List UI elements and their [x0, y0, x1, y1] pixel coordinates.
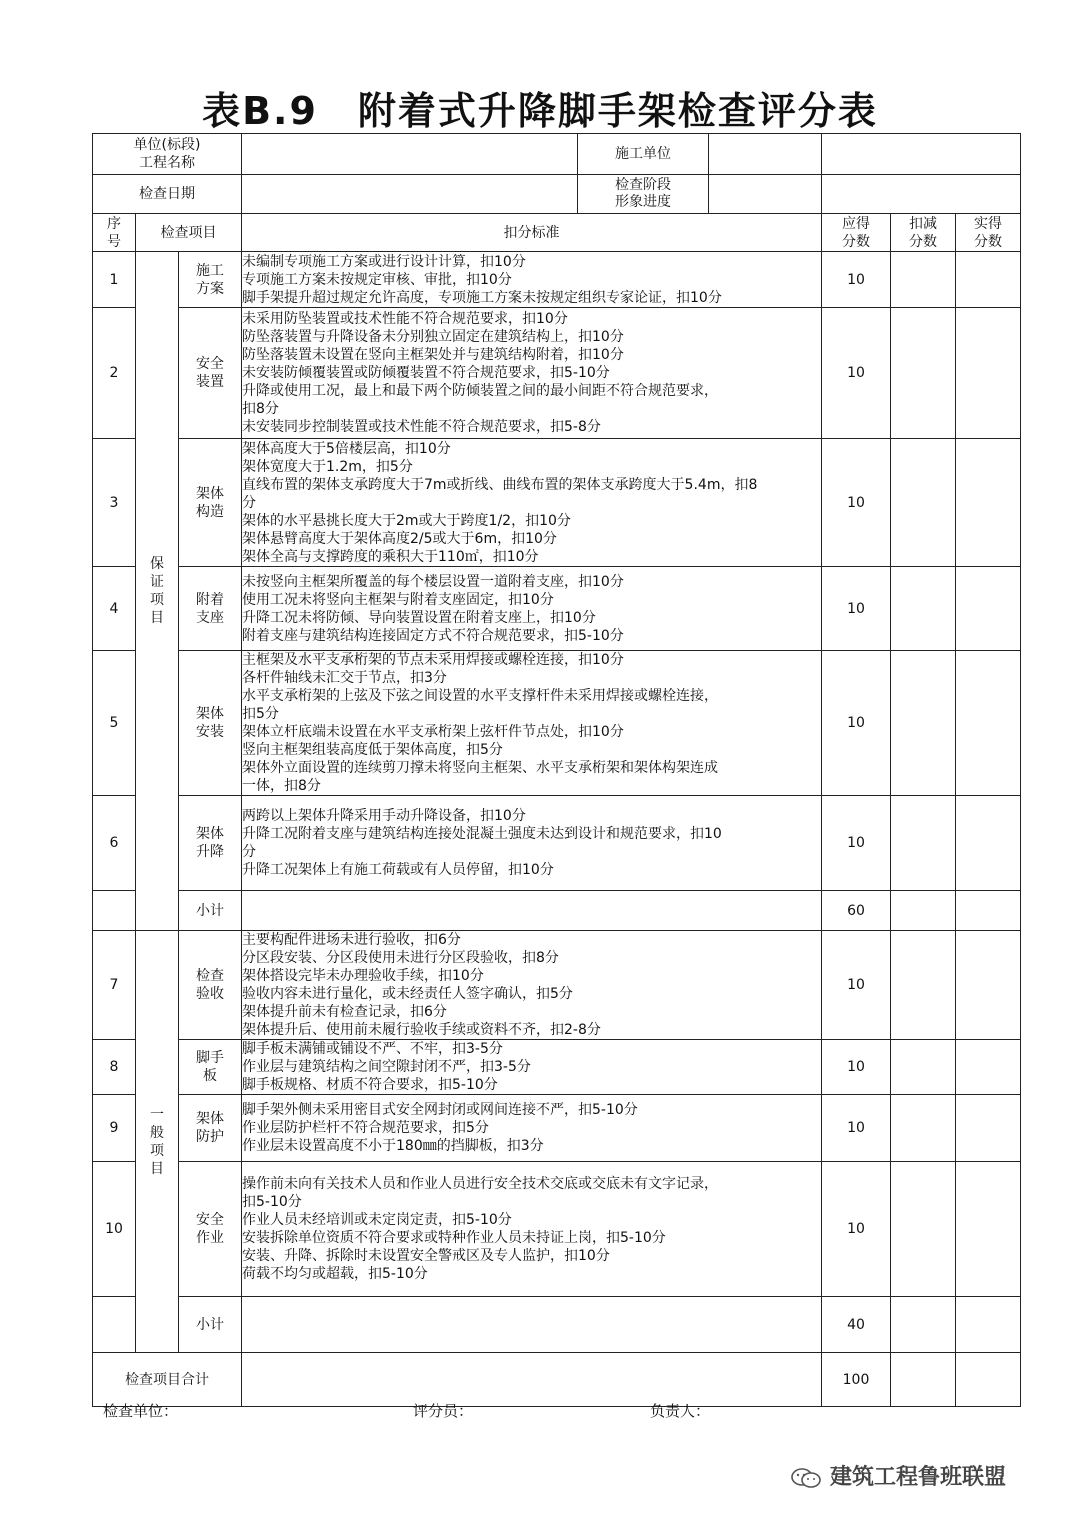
table-row: [93, 651, 1021, 796]
criteria-line: 分: [242, 494, 257, 511]
row-item-line: 安全: [196, 1212, 224, 1228]
construction-unit-label: 施工单位: [578, 134, 709, 174]
subtotal-score: 60: [822, 891, 891, 931]
criteria-line: 架体高度大于5倍楼层高，扣10分: [242, 440, 451, 457]
row-criteria: [242, 651, 822, 796]
footer-responsible: 负责人：: [650, 1402, 711, 1420]
criteria-line: 架体宽度大于1.2m，扣5分: [242, 458, 413, 475]
row-item-line: 检查: [196, 968, 224, 984]
row-item: [179, 931, 242, 1040]
criteria-line: 脚手架提升超过规定允许高度，专项施工方案未按规定组织专家论证，扣10分: [242, 289, 722, 306]
check-date-label: 检查日期: [93, 175, 242, 214]
criteria-line: 架体外立面设置的连续剪刀撑未将竖向主框架、水平支承桁架和架体构架连成: [242, 760, 719, 776]
criteria-line: 架体提升后、使用前未履行验收手续或资料不齐，扣2-8分: [242, 1022, 601, 1038]
criteria-line: 未安装同步控制装置或技术性能不符合规范要求，扣5-8分: [242, 419, 601, 435]
row-item-line: 架体: [196, 485, 224, 502]
row-item: [179, 308, 242, 439]
row-item-line: 支座: [196, 609, 224, 626]
criteria-line: 荷载不均匀或超载，扣5-10分: [242, 1266, 428, 1282]
row-due-score: 10: [822, 931, 891, 1040]
row-no: 3: [93, 439, 136, 567]
row-criteria: [242, 931, 822, 1040]
footer-inspector-unit: 检查单位：: [103, 1402, 179, 1420]
category-guarantee: [136, 252, 179, 931]
criteria-line: 脚手板规格、材质不符合要求，扣5-10分: [242, 1077, 498, 1093]
row-item-line: 架体: [196, 1111, 224, 1127]
criteria-line: 验收内容未进行量化，或未经责任人签字确认，扣5分: [242, 986, 573, 1002]
subtotal-deduct[interactable]: [891, 1297, 956, 1353]
criteria-line: 扣8分: [242, 401, 279, 417]
criteria-line: 分: [242, 844, 257, 860]
row-deduct-score[interactable]: [891, 796, 956, 891]
criteria-line: 竖向主框架组装高度低于架体高度，扣5分: [242, 742, 503, 758]
row-criteria: [242, 567, 822, 651]
score-table: [92, 133, 1021, 1407]
wechat-icon: [790, 1467, 822, 1489]
row-item-line: 架体: [196, 706, 224, 722]
row-due-score: 10: [822, 252, 891, 308]
row-due-score: 10: [822, 651, 891, 796]
row-item-line: 方案: [196, 280, 224, 297]
criteria-line: 作业层未设置高度不小于180㎜的挡脚板，扣3分: [242, 1138, 544, 1154]
row-no: 8: [93, 1040, 136, 1095]
row-criteria: [242, 308, 822, 439]
row-item: [179, 1095, 242, 1162]
subtotal-criteria-blank: [242, 891, 822, 931]
row-item-line: 安全: [196, 356, 224, 372]
total-row: [93, 1353, 1021, 1407]
stage-value[interactable]: [709, 175, 821, 213]
col-due: 应得 分数: [822, 214, 891, 252]
row-item-line: 附着: [196, 591, 224, 608]
criteria-line: 未安装防倾覆装置或防倾覆装置不符合规范要求，扣5-10分: [242, 365, 610, 381]
column-header-row: [93, 214, 1021, 252]
category-label: 保证项目: [150, 556, 164, 626]
criteria-line: 架体的水平悬挑长度大于2m或大于跨度1/2，扣10分: [242, 512, 571, 529]
watermark: [790, 1460, 1006, 1491]
row-actual-score[interactable]: [956, 1040, 1021, 1095]
row-item-line: 脚手: [196, 1050, 224, 1066]
row-item-line: 验收: [196, 986, 224, 1002]
subtotal-deduct[interactable]: [891, 891, 956, 931]
row-item-line: 防护: [196, 1129, 224, 1145]
col-item: 检查项目: [136, 214, 242, 252]
row-no: 7: [93, 931, 136, 1040]
row-actual-score[interactable]: [956, 439, 1021, 567]
criteria-line: 安装拆除单位资质不符合要求或特种作业人员未持证上岗，扣5-10分: [242, 1230, 666, 1246]
table-row: [93, 252, 1021, 308]
row-due-score: 10: [822, 1162, 891, 1297]
check-date-cell[interactable]: [242, 175, 822, 214]
criteria-line: 专项施工方案未按规定审核、审批，扣10分: [242, 271, 512, 288]
row-actual-score[interactable]: [956, 567, 1021, 651]
row-criteria: [242, 796, 822, 891]
criteria-line: 主框架及水平支承桁架的节点未采用焊接或螺栓连接，扣10分: [242, 652, 624, 668]
page-title: 表B.9 附着式升降脚手架检查评分表: [202, 89, 878, 133]
criteria-line: 未采用防坠装置或技术性能不符合规范要求，扣10分: [242, 311, 568, 327]
row-deduct-score[interactable]: [891, 308, 956, 439]
total-label: 检查项目合计: [93, 1353, 242, 1407]
construction-unit-value-ext[interactable]: [822, 134, 1021, 175]
col-criteria: 扣分标准: [242, 214, 822, 252]
row-item-line: 作业: [196, 1230, 224, 1246]
criteria-line: 架体提升前未有检查记录，扣6分: [242, 1004, 447, 1020]
row-actual-score[interactable]: [956, 252, 1021, 308]
criteria-line: 架体立杆底端未设置在水平支承桁架上弦杆件节点处，扣10分: [242, 724, 624, 740]
row-no: 9: [93, 1095, 136, 1162]
row-item: [179, 1162, 242, 1297]
subtotal-blank: [93, 891, 136, 931]
subtotal-label: 小计: [179, 891, 242, 931]
criteria-line: 升降工况架体上有施工荷载或有人员停留，扣10分: [242, 862, 554, 878]
header-row-date: [93, 175, 1021, 214]
criteria-line: 未按竖向主框架所覆盖的每个楼层设置一道附着支座，扣10分: [242, 573, 624, 590]
row-item: [179, 252, 242, 308]
watermark-text: 建筑工程鲁班联盟: [830, 1465, 1007, 1490]
row-item: [179, 651, 242, 796]
row-criteria: [242, 439, 822, 567]
row-actual-score[interactable]: [956, 651, 1021, 796]
col-no: 序 号: [93, 214, 136, 252]
table-row: [93, 931, 1021, 1040]
subtotal-actual[interactable]: [956, 891, 1021, 931]
row-no: 5: [93, 651, 136, 796]
criteria-line: 未编制专项施工方案或进行设计计算，扣10分: [242, 253, 526, 270]
criteria-line: 使用工况未将竖向主框架与附着支座固定，扣10分: [242, 591, 554, 608]
row-criteria: [242, 1040, 822, 1095]
row-deduct-score[interactable]: [891, 651, 956, 796]
category-general: [136, 931, 179, 1353]
criteria-line: 防坠落装置未设置在竖向主框架处并与建筑结构附着，扣10分: [242, 347, 624, 363]
unit-label: 单位(标段) 工程名称: [93, 134, 242, 175]
row-due-score: 10: [822, 308, 891, 439]
table-row: [93, 1040, 1021, 1095]
row-deduct-score[interactable]: [891, 1040, 956, 1095]
row-item: [179, 439, 242, 567]
row-actual-score[interactable]: [956, 308, 1021, 439]
row-item: [179, 1040, 242, 1095]
row-criteria: [242, 1095, 822, 1162]
subtotal-row: [93, 891, 1021, 931]
row-deduct-score[interactable]: [891, 567, 956, 651]
criteria-line: 主要构配件进场未进行验收，扣6分: [242, 932, 461, 948]
criteria-line: 扣5-10分: [242, 1194, 302, 1210]
criteria-line: 各杆件轴线未汇交于节点，扣3分: [242, 670, 447, 686]
stage-label: 检查阶段 形象进度: [578, 175, 709, 213]
row-due-score: 10: [822, 1095, 891, 1162]
row-due-score: 10: [822, 796, 891, 891]
stage-value-ext[interactable]: [822, 175, 1021, 214]
row-actual-score[interactable]: [956, 1162, 1021, 1297]
row-item-line: 装置: [196, 374, 224, 390]
criteria-line: 水平支承桁架的上弦及下弦之间设置的水平支撑杆件未采用焊接或螺栓连接，: [242, 688, 719, 704]
row-no: 10: [93, 1162, 136, 1297]
row-due-score: 10: [822, 1040, 891, 1095]
subtotal-label: 小计: [179, 1297, 242, 1353]
row-no: 1: [93, 252, 136, 308]
row-no: 4: [93, 567, 136, 651]
criteria-line: 一体，扣8分: [242, 778, 321, 794]
row-due-score: 10: [822, 439, 891, 567]
row-item-line: 施工: [196, 262, 224, 279]
criteria-line: 操作前未向有关技术人员和作业人员进行安全技术交底或交底未有文字记录，: [242, 1176, 719, 1192]
row-deduct-score[interactable]: [891, 252, 956, 308]
row-no: 6: [93, 796, 136, 891]
criteria-line: 架体悬臂高度大于架体高度2/5或大于6m，扣10分: [242, 530, 557, 547]
row-deduct-score[interactable]: [891, 439, 956, 567]
subtotal-score: 40: [822, 1297, 891, 1353]
criteria-line: 直线布置的架体支承跨度大于7m或折线、曲线布置的架体支承跨度大于5.4m，扣8: [242, 476, 758, 493]
col-actual: 实得 分数: [956, 214, 1021, 252]
total-deduct[interactable]: [891, 1353, 956, 1407]
row-criteria: [242, 252, 822, 308]
table-row: [93, 1162, 1021, 1297]
row-item: [179, 796, 242, 891]
row-deduct-score[interactable]: [891, 931, 956, 1040]
row-no: 2: [93, 308, 136, 439]
criteria-line: 升降工况未将防倾、导向装置设置在附着支座上，扣10分: [242, 609, 596, 626]
table-row: [93, 308, 1021, 439]
table-row: [93, 567, 1021, 651]
row-actual-score[interactable]: [956, 1095, 1021, 1162]
row-due-score: 10: [822, 567, 891, 651]
col-deduct: 扣减 分数: [891, 214, 956, 252]
criteria-line: 作业人员未经培训或未定岗定责，扣5-10分: [242, 1212, 512, 1228]
criteria-line: 作业层与建筑结构之间空隙封闭不严，扣3-5分: [242, 1059, 531, 1075]
criteria-line: 作业层防护栏杆不符合规范要求，扣5分: [242, 1120, 489, 1136]
row-item-line: 安装: [196, 724, 224, 740]
unit-value-cell[interactable]: [242, 134, 822, 175]
criteria-line: 附着支座与建筑结构连接固定方式不符合规范要求，扣5-10分: [242, 627, 624, 644]
total-criteria-blank: [242, 1353, 822, 1407]
row-deduct-score[interactable]: [891, 1162, 956, 1297]
criteria-line: 安装、升降、拆除时未设置安全警戒区及专人监护，扣10分: [242, 1248, 610, 1264]
row-item-line: 架体: [196, 826, 224, 842]
row-item-line: 构造: [196, 503, 224, 520]
subtotal-actual[interactable]: [956, 1297, 1021, 1353]
criteria-line: 脚手架外侧未采用密目式安全网封闭或网间连接不严，扣5-10分: [242, 1102, 638, 1118]
criteria-line: 两跨以上架体升降采用手动升降设备，扣10分: [242, 808, 526, 824]
table-row: [93, 1095, 1021, 1162]
criteria-line: 架体搭设完毕未办理验收手续，扣10分: [242, 968, 484, 984]
total-score: 100: [822, 1353, 891, 1407]
criteria-line: 架体全高与支撑跨度的乘积大于110㎡，扣10分: [242, 548, 539, 565]
check-date-value[interactable]: [242, 175, 578, 213]
subtotal-criteria-blank: [242, 1297, 822, 1353]
row-item-line: 板: [203, 1068, 217, 1084]
subtotal-row: [93, 1297, 1021, 1353]
table-row: [93, 439, 1021, 567]
total-actual[interactable]: [956, 1353, 1021, 1407]
criteria-line: 分区段安装、分区段使用未进行分区段验收，扣8分: [242, 950, 559, 966]
criteria-line: 脚手板未满铺或铺设不严、不牢，扣3-5分: [242, 1041, 503, 1057]
construction-unit-value[interactable]: [709, 134, 821, 174]
row-item-line: 升降: [196, 844, 224, 860]
row-item: [179, 567, 242, 651]
criteria-line: 扣5分: [242, 706, 279, 722]
criteria-line: 升降工况附着支座与建筑结构连接处混凝土强度未达到设计和规范要求，扣10: [242, 826, 722, 842]
row-criteria: [242, 1162, 822, 1297]
row-actual-score[interactable]: [956, 796, 1021, 891]
criteria-line: 防坠落装置与升降设备未分别独立固定在建筑结构上，扣10分: [242, 329, 624, 345]
unit-value[interactable]: [242, 134, 578, 174]
footer-scorer: 评分员：: [413, 1402, 474, 1420]
category-label: 一般项目: [150, 1106, 164, 1177]
subtotal-blank: [93, 1297, 136, 1353]
row-actual-score[interactable]: [956, 931, 1021, 1040]
criteria-line: 升降或使用工况，最上和最下两个防倾装置之间的最小间距不符合规范要求，: [242, 383, 719, 399]
row-deduct-score[interactable]: [891, 1095, 956, 1162]
header-row-unit: [93, 134, 1021, 175]
table-row: [93, 796, 1021, 891]
